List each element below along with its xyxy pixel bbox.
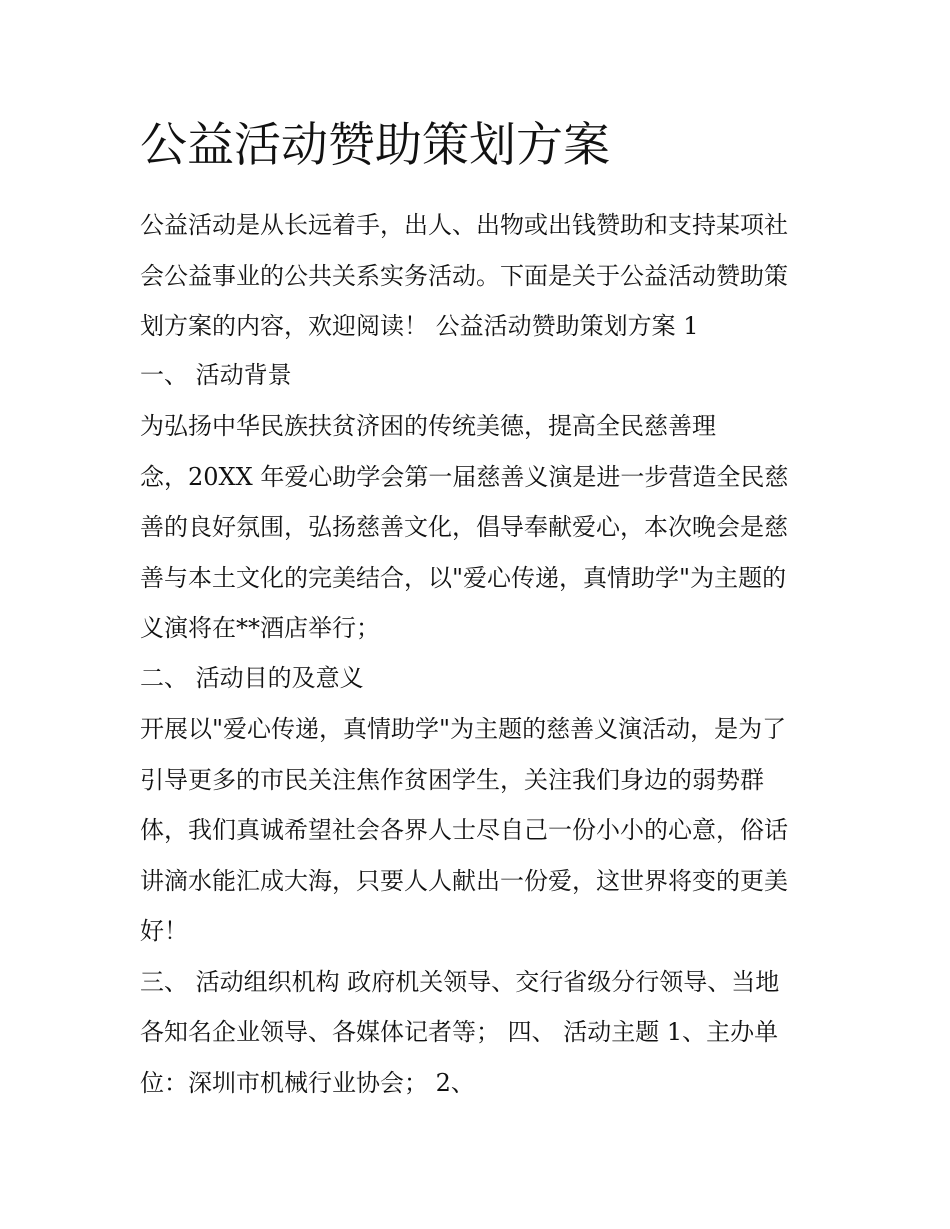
body-line: 各知名企业领导、各媒体记者等； 四、 活动主题 1、主办单 bbox=[140, 1018, 779, 1046]
body-line: 体，我们真诚希望社会各界人士尽自己一份小小的心意，俗话 bbox=[140, 816, 788, 844]
body-line: 念，20XX 年爱心助学会第一届慈善义演是进一步营造全民慈 bbox=[140, 463, 789, 491]
section-heading: 二、 活动目的及意义 bbox=[140, 664, 364, 692]
body-line: 会公益事业的公共关系实务活动。下面是关于公益活动赞助策 bbox=[140, 262, 788, 290]
body-line: 开展以"爱心传递，真情助学"为主题的慈善义演活动，是为了 bbox=[140, 715, 787, 743]
body-line: 位：深圳市机械行业协会； 2、 bbox=[140, 1069, 475, 1097]
body-line: 引导更多的市民关注焦作贫困学生，关注我们身边的弱势群 bbox=[140, 766, 764, 794]
body-line: 划方案的内容，欢迎阅读！ 公益活动赞助策划方案 1 bbox=[140, 312, 699, 340]
body-line: 好！ bbox=[140, 917, 188, 945]
body-line: 为弘扬中华民族扶贫济困的传统美德，提高全民慈善理 bbox=[140, 412, 716, 440]
body-line: 义演将在**酒店举行； bbox=[140, 614, 380, 642]
body-line: 善与本土文化的完美结合，以"爱心传递，真情助学"为主题的 bbox=[140, 564, 787, 592]
body-line: 公益活动是从长远着手，出人、出物或出钱赞助和支持某项社 bbox=[140, 211, 788, 239]
section-heading: 三、 活动组织机构 政府机关领导、交行省级分行领导、当地 bbox=[140, 968, 780, 996]
section-heading: 一、 活动背景 bbox=[140, 361, 292, 389]
body-line: 善的良好氛围，弘扬慈善文化，倡导奉献爱心，本次晚会是慈 bbox=[140, 513, 788, 541]
document-title: 公益活动赞助策划方案 bbox=[140, 118, 610, 173]
body-line: 讲滴水能汇成大海，只要人人献出一份爱，这世界将变的更美 bbox=[140, 867, 788, 895]
